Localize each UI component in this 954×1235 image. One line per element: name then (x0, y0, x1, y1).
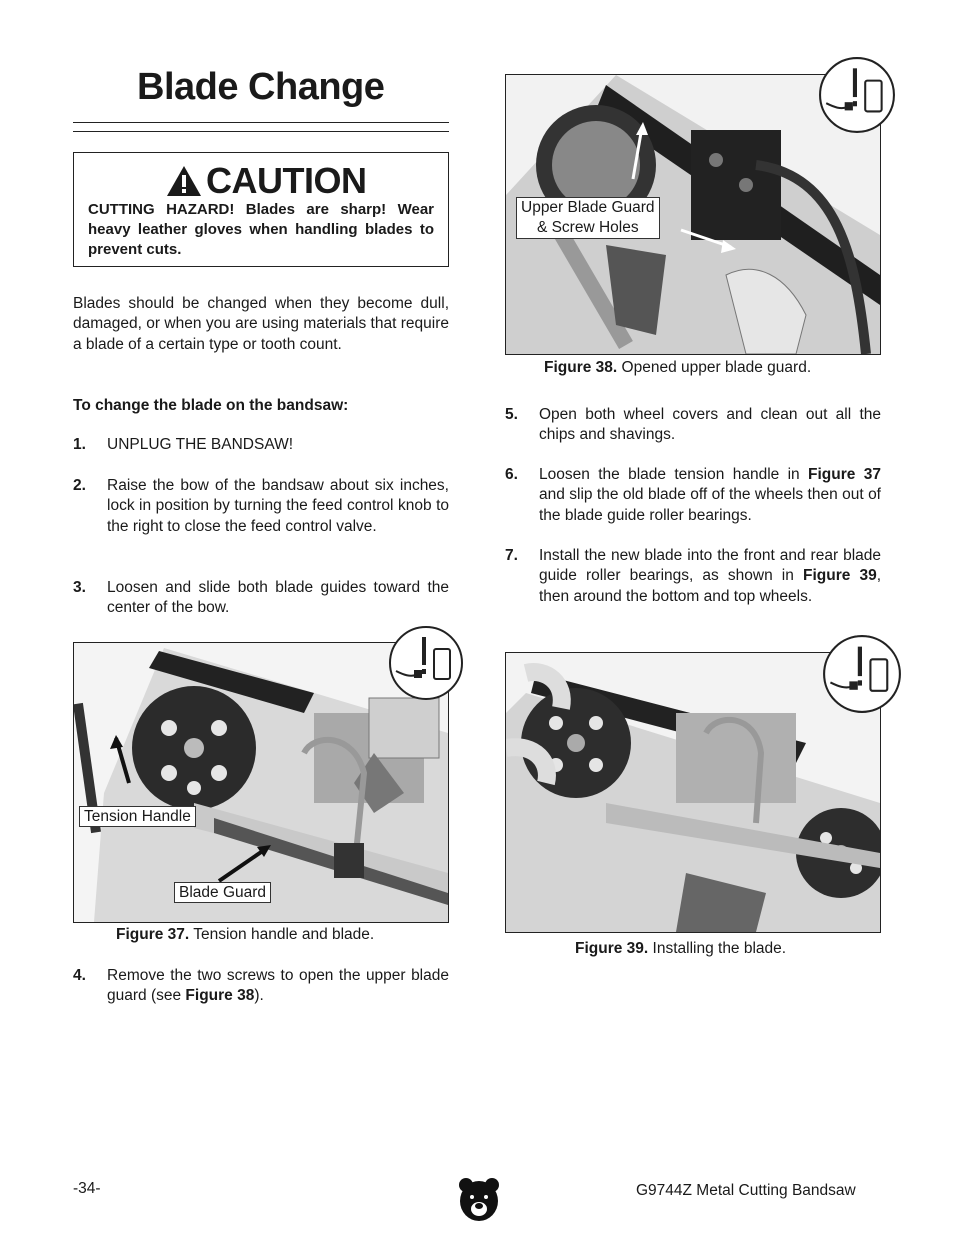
step-number: 4. (73, 967, 86, 984)
step-text-pre: Remove the two screws to open the upper blade guard (see (107, 967, 449, 1005)
step-text-pre: Install the new blade into the front and rear blade guide roller bearings, as shown in (539, 547, 881, 585)
step-number: 6. (505, 466, 518, 483)
caution-text: CUTTING HAZARD! Blades are sharp! Wear heavy leather gloves when handling blades to prevent cuts. (88, 201, 434, 258)
step-number: 1. (73, 436, 86, 453)
unplug-warning-icon (388, 625, 464, 701)
unplug-warning-icon (822, 634, 902, 714)
callout-line-1: Upper Blade Guard (521, 199, 655, 216)
figure-38-caption (544, 358, 811, 378)
step-text: Raise the bow of the bandsaw about six inches, lock in position by turning the feed control knob to the right to close the feed control valve. (107, 477, 449, 535)
product-name: G9744Z Metal Cutting Bandsaw (636, 1182, 856, 1199)
step-1 (73, 435, 449, 457)
step-6 (505, 465, 881, 527)
step-number: 7. (505, 547, 518, 564)
figure-38-reference: Figure 38 (185, 987, 255, 1005)
step-5 (505, 405, 881, 447)
step-text (539, 546, 881, 607)
figure-39-reference: Figure 39 (802, 567, 877, 585)
callout-upper-blade-guard (516, 197, 660, 239)
unplug-warning-icon (818, 56, 896, 134)
step-text-post: and slip the old blade off of the wheels then out of the blade guide roller bearings. (539, 486, 881, 524)
figure-39-caption (575, 939, 786, 959)
title-rule-bottom (73, 131, 449, 132)
step-text-post: ). (254, 987, 264, 1005)
caution-box (73, 152, 449, 267)
figure-38-label: Figure 38. (544, 359, 618, 376)
callout-line-2: & Screw Holes (536, 219, 639, 236)
figure-37-caption (116, 925, 374, 945)
figure-37-label: Figure 37. (116, 926, 190, 943)
intro-paragraph: Blades should be changed when they become dull, damaged, or when you are using materials that require a blade of a certain type or tooth count. (73, 295, 449, 353)
figure-39-label: Figure 39. (575, 940, 649, 957)
page-title: Blade Change (137, 66, 385, 108)
warning-triangle-icon (166, 165, 202, 197)
page-number: -34- (73, 1180, 101, 1197)
figure-37-caption-text: Tension handle and blade. (189, 926, 375, 943)
step-3 (73, 578, 449, 620)
step-text: Open both wheel covers and clean out all the chips and shavings. (539, 406, 881, 444)
step-text-pre: Loosen the blade tension handle in (539, 466, 809, 483)
step-number: 3. (73, 579, 86, 596)
callout-blade-guard: Blade Guard (174, 882, 271, 903)
step-text (107, 966, 449, 1007)
title-rule-top (73, 122, 449, 123)
caution-header (166, 160, 367, 201)
step-number: 5. (505, 406, 518, 423)
bear-head-icon (458, 1177, 500, 1223)
step-text-post: , then around the bottom and top wheels. (539, 567, 881, 605)
figure-39-caption-text: Installing the blade. (648, 940, 787, 957)
figure-38-caption-text: Opened upper blade guard. (617, 359, 812, 376)
step-7 (505, 546, 881, 628)
step-text: Loosen and slide both blade guides toward the center of the bow. (107, 579, 449, 617)
step-4 (73, 966, 449, 1008)
step-2 (73, 476, 449, 558)
step-number: 2. (73, 477, 86, 494)
caution-heading: CAUTION (206, 160, 367, 201)
step-text: UNPLUG THE BANDSAW! (107, 436, 294, 453)
callout-tension-handle: Tension Handle (79, 806, 196, 827)
step-text (539, 465, 881, 526)
procedure-heading: To change the blade on the bandsaw: (73, 397, 349, 414)
figure-37-reference: Figure 37 (808, 466, 881, 483)
